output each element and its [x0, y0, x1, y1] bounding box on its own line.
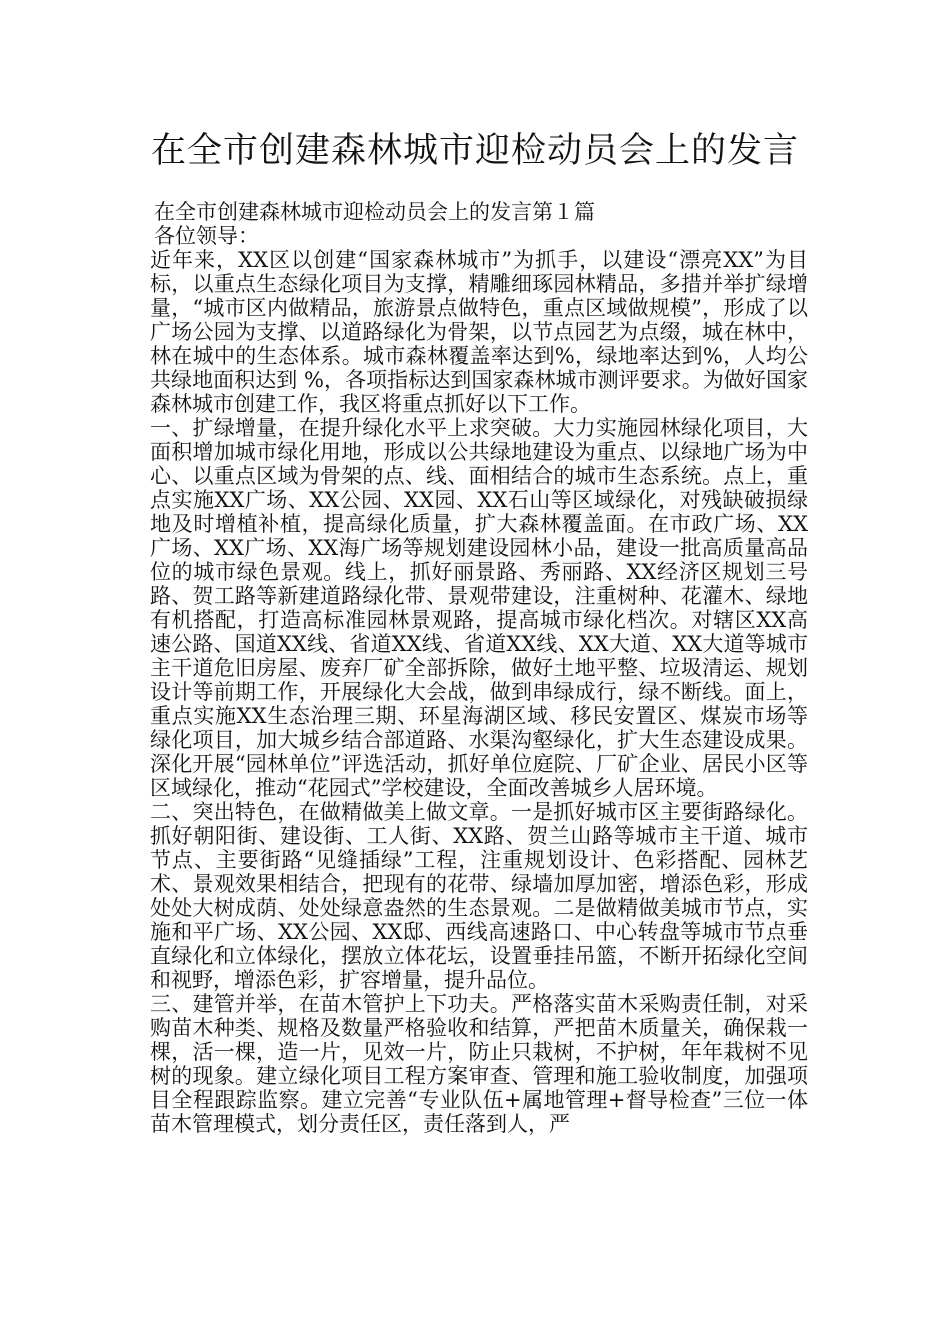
paragraph-intro: 近年来，XX区以创建“国家森林城市”为抓手，以建设“漂亮XX”为目标，以重点生态绿化项目为支撑，精雕细琢园林精品，多措并举扩绿增量，“城市区内做精品，旅游景点做特色，重点区域做规模”，形成了以广场公园为支撑、以道路绿化为骨架，以节点园艺为点缀，城在林中，林在城中的生态体系。城市森林覆盖率达到%，绿地率达到%，人均公共绿地面积达到 %，各项指标达到国家森林城市测评要求。为做好国家森林城市创建工作，我区将重点抓好以下工作。 — [150, 248, 808, 416]
document-title: 在全市创建森林城市迎检动员会上的发言 — [150, 131, 799, 171]
paragraph-section-3: 三、建管并举，在苗木管护上下功夫。严格落实苗木采购责任制，对采购苗木种类、规格及数量严格验收和结算，严把苗木质量关，确保栽一棵，活一棵，造一片，见效一片，防止只栽树，不护树，年年栽树不见树的现象。建立绿化项目工程方案审查、管理和施工验收制度，加强项目全程跟踪监察。建立完善“专业队伍+属地管理+督导检查”三位一体苗木管理模式，划分责任区，责任落到人，严 — [150, 992, 808, 1136]
document-body — [144, 200, 808, 1136]
paragraph-section-1: 一、扩绿增量，在提升绿化水平上求突破。大力实施园林绿化项目，大面积增加城市绿化用地，形成以公共绿地建设为重点、以绿地广场为中心、以重点区域为骨架的点、线、面相结合的城市生态系统。点上，重点实施XX广场、XX公园、XX园、XX石山等区域绿化，对残缺破损绿地及时增植补植，提高绿化质量，扩大森林覆盖面。在市政广场、XX广场、XX广场、XX海广场等规划建设园林小品，建设一批高质量高品位的城市绿色景观。线上，抓好丽景路、秀丽路、XX经济区规划三号路、贺工路等新建道路绿化带、景观带建设，注重树种、花灌木、绿地有机搭配，打造高标准园林景观路，提高城市绿化档次。对辖区XX高速公路、国道XX线、省道XX线、省道XX线、XX大道、XX大道等城市主干道危旧房屋、废弃厂矿全部拆除，做好土地平整、垃圾清运、规划设计等前期工作，开展绿化大会战，做到串绿成行，绿不断线。面上，重点实施XX生态治理三期、环星海湖区域、移民安置区、煤炭市场等绿化项目，加大城乡结合部道路、水渠沟壑绿化，扩大生态建设成果。深化开展“园林单位”评选活动，抓好单位庭院、厂矿企业、居民小区等区域绿化，推动“花园式”学校建设，全面改善城乡人居环境。 — [150, 416, 808, 800]
document-subtitle: 在全市创建森林城市迎检动员会上的发言第１篇 — [154, 200, 595, 224]
paragraph-section-2: 二、突出特色，在做精做美上做文章。一是抓好城市区主要街路绿化。抓好朝阳街、建设街、工人街、XX路、贺兰山路等城市主干道、城市节点、主要街路“见缝插绿”工程，注重规划设计、色彩搭配、园林艺术、景观效果相结合，把现有的花带、绿墙加厚加密，增添色彩，形成处处大树成荫、处处绿意盎然的生态景观。二是做精做美城市节点，实施和平广场、XX公园、XX邸、西线高速路口、中心转盘等城市节点垂直绿化和立体绿化，摆放立体花坛，设置垂挂吊篮，不断开拓绿化空间和视野，增添色彩，扩容增量，提升品位。 — [150, 800, 808, 992]
salutation: 各位领导： — [154, 224, 259, 248]
